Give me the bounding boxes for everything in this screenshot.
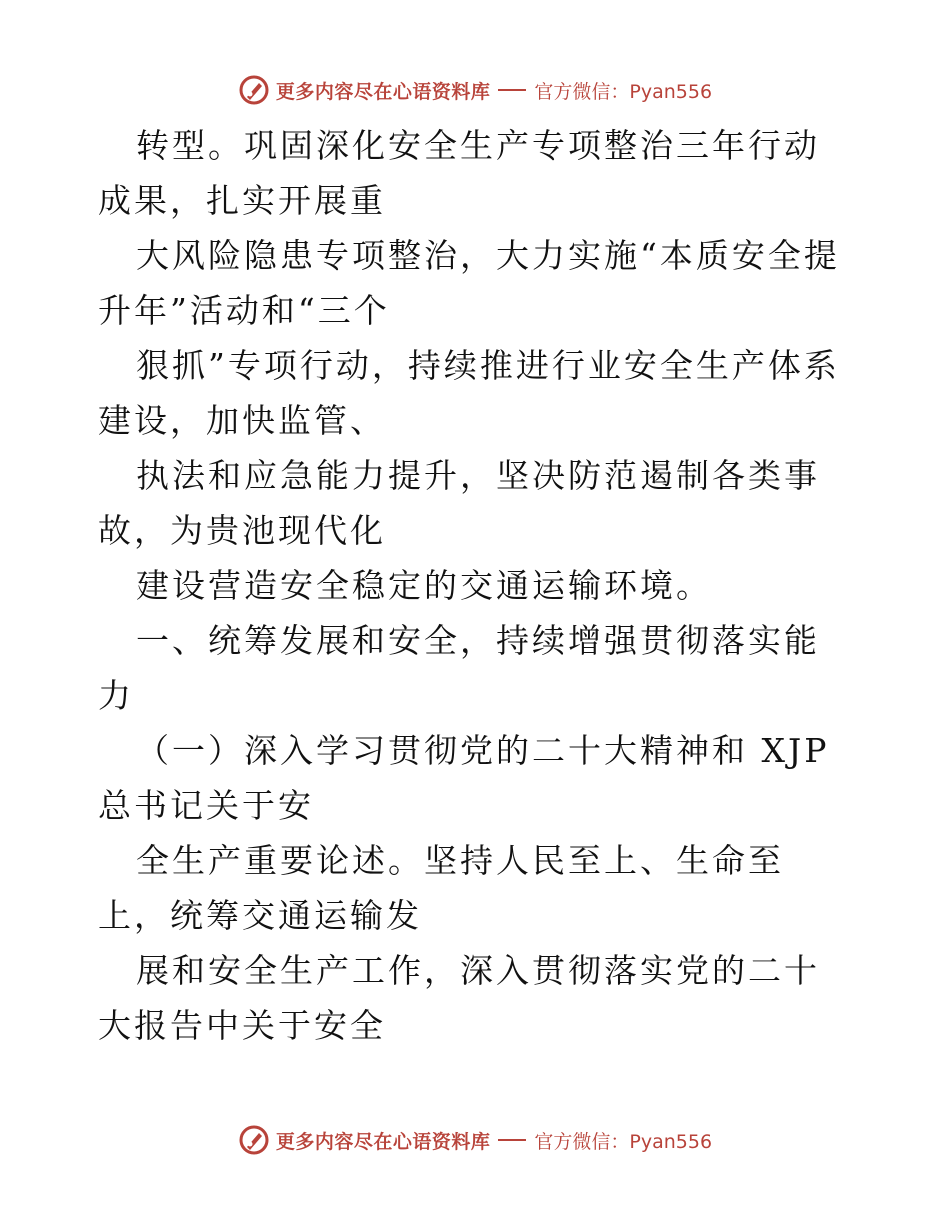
document-body (0, 118, 950, 1053)
body-paragraph-1: 转型。巩固深化安全生产专项整治三年行动成果，扎实开展重 (98, 126, 820, 220)
watermark-official-text: 官方微信：Pyan556 (534, 80, 713, 103)
section-heading-1: 一、统筹发展和安全，持续增强贯彻落实能力 (98, 621, 820, 715)
pen-circle-logo-icon (238, 1124, 270, 1156)
watermark-dash (498, 1139, 526, 1141)
header-watermark (0, 70, 950, 110)
body-paragraph-5: 建设营造安全稳定的交通运输环境。 (136, 566, 712, 605)
watermark-site-text: 更多内容尽在心语资料库 (275, 80, 491, 103)
pen-circle-logo-icon (238, 74, 270, 106)
body-paragraph-7: 全生产重要论述。坚持人民至上、生命至上，统筹交通运输发 (98, 841, 784, 935)
body-paragraph-3: 狠抓”专项行动，持续推进行业安全生产体系建设，加快监管、 (98, 346, 840, 440)
body-paragraph-8: 展和安全生产工作，深入贯彻落实党的二十大报告中关于安全 (98, 951, 820, 1045)
watermark-site-text: 更多内容尽在心语资料库 (275, 1130, 491, 1153)
body-paragraph-4: 执法和应急能力提升，坚决防范遏制各类事故，为贵池现代化 (98, 456, 820, 550)
watermark-official-text: 官方微信：Pyan556 (534, 1130, 713, 1153)
body-paragraph-2: 大风险隐患专项整治，大力实施“本质安全提升年”活动和“三个 (98, 236, 840, 330)
body-paragraph-6: （一）深入学习贯彻党的二十大精神和 XJP 总书记关于安 (98, 731, 830, 825)
footer-watermark (0, 1120, 950, 1160)
watermark-dash (498, 89, 526, 91)
